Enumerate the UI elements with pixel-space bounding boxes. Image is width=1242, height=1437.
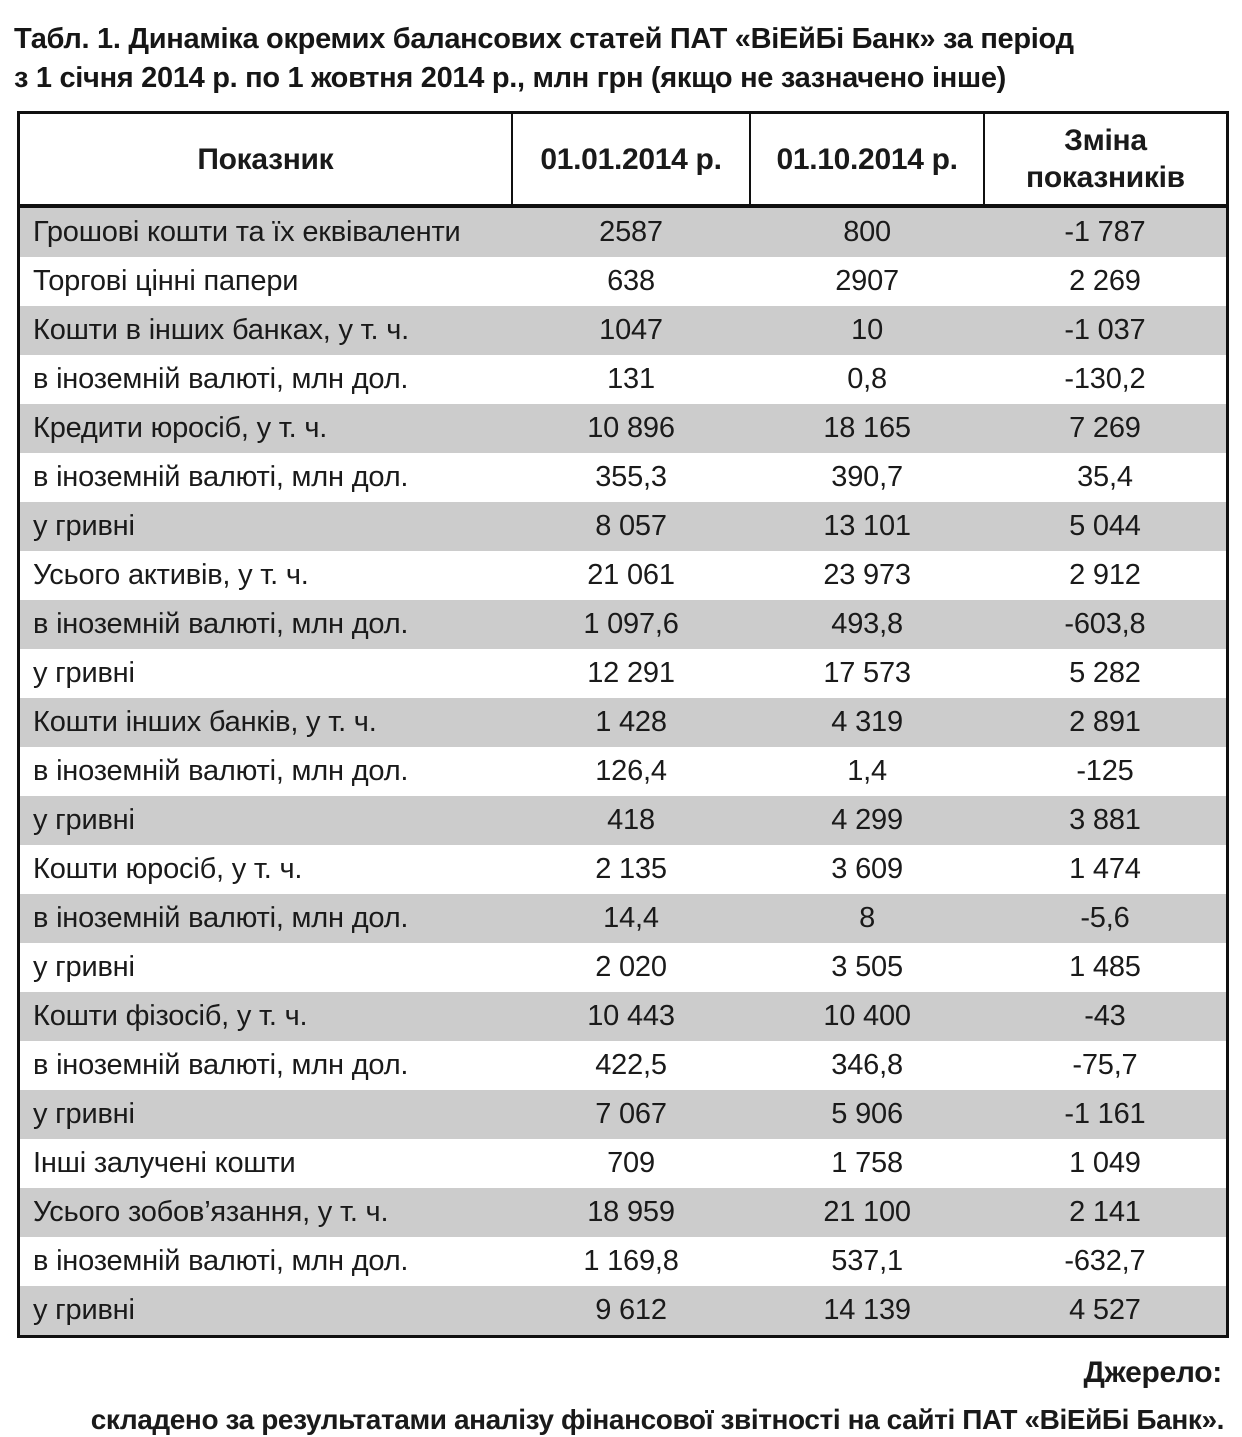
indicator-cell: Кредити юросіб, у т. ч. <box>33 412 328 444</box>
oct-value-cell: 3 609 <box>831 853 903 885</box>
table-row <box>19 894 1228 943</box>
table-row <box>19 943 1228 992</box>
table-row <box>19 306 1228 355</box>
oct-value-cell: 21 100 <box>823 1196 911 1228</box>
table-row <box>19 747 1228 796</box>
indicator-cell: у гривні <box>33 510 135 542</box>
change-value-cell: 1 474 <box>1069 853 1141 885</box>
indicator-cell: Кошти в інших банках, у т. ч. <box>33 314 410 346</box>
oct-value-cell: 17 573 <box>823 657 911 689</box>
change-value-cell: -603,8 <box>1064 608 1146 640</box>
table-title-line2: з 1 січня 2014 р. по 1 жовтня 2014 р., млн грн (якщо не зазначено інше) <box>14 62 1007 94</box>
jan-value-cell: 422,5 <box>595 1049 667 1081</box>
indicator-cell: в іноземній валюті, млн дол. <box>33 1245 409 1277</box>
table-row <box>19 992 1228 1041</box>
change-value-cell: 35,4 <box>1077 461 1133 493</box>
col-header-jan-2014: 01.01.2014 р. <box>512 113 751 207</box>
change-value-cell: 5 044 <box>1069 510 1141 542</box>
jan-value-cell: 126,4 <box>595 755 667 787</box>
change-value-cell: -5,6 <box>1080 902 1130 934</box>
table-row <box>19 796 1228 845</box>
source-text: складено за результатами аналізу фінансової звітності на сайті ПАТ «ВіЕйБі Банк». <box>90 1404 1224 1435</box>
jan-value-cell: 1 428 <box>595 706 667 738</box>
indicator-cell: Грошові кошти та їх еквіваленти <box>33 216 461 248</box>
table-body <box>19 206 1228 1337</box>
table-row <box>19 845 1228 894</box>
table-row <box>19 1041 1228 1090</box>
indicator-cell: в іноземній валюті, млн дол. <box>33 755 409 787</box>
indicator-cell: в іноземній валюті, млн дол. <box>33 608 409 640</box>
change-value-cell: 4 527 <box>1069 1294 1141 1326</box>
oct-value-cell: 493,8 <box>831 608 903 640</box>
indicator-cell: Усього активів, у т. ч. <box>33 559 309 591</box>
jan-value-cell: 1047 <box>599 314 663 346</box>
change-value-cell: -1 037 <box>1064 314 1146 346</box>
oct-value-cell: 13 101 <box>823 510 911 542</box>
oct-value-cell: 18 165 <box>823 412 911 444</box>
table-row <box>19 1237 1228 1286</box>
source-label: Джерело: <box>1083 1356 1222 1389</box>
change-value-cell: 1 049 <box>1069 1147 1141 1179</box>
jan-value-cell: 418 <box>607 804 655 836</box>
indicator-cell: Кошти юросіб, у т. ч. <box>33 853 303 885</box>
jan-value-cell: 2 020 <box>595 951 667 983</box>
change-value-cell: -632,7 <box>1064 1245 1146 1277</box>
jan-value-cell: 355,3 <box>595 461 667 493</box>
table-header <box>19 113 1228 207</box>
jan-value-cell: 21 061 <box>587 559 675 591</box>
oct-value-cell: 346,8 <box>831 1049 903 1081</box>
table-row <box>19 206 1228 257</box>
jan-value-cell: 638 <box>607 265 655 297</box>
change-value-cell: -1 787 <box>1064 216 1146 248</box>
oct-value-cell: 5 906 <box>831 1098 903 1130</box>
indicator-cell: у гривні <box>33 1294 135 1326</box>
table-row <box>19 600 1228 649</box>
oct-value-cell: 800 <box>843 216 891 248</box>
change-value-cell: 7 269 <box>1069 412 1141 444</box>
col-header-change: Зміна показників <box>984 113 1228 207</box>
oct-value-cell: 14 139 <box>823 1294 911 1326</box>
jan-value-cell: 1 097,6 <box>583 608 679 640</box>
jan-value-cell: 14,4 <box>603 902 659 934</box>
jan-value-cell: 7 067 <box>595 1098 667 1130</box>
jan-value-cell: 18 959 <box>587 1196 675 1228</box>
oct-value-cell: 1 758 <box>831 1147 903 1179</box>
indicator-cell: Торгові цінні папери <box>33 265 299 297</box>
col-header-indicator: Показник <box>19 113 512 207</box>
jan-value-cell: 1 169,8 <box>583 1245 679 1277</box>
table-title-line1: Табл. 1. Динаміка окремих балансових статей ПАТ «ВіЕйБі Банк» за період <box>14 23 1074 55</box>
indicator-cell: в іноземній валюті, млн дол. <box>33 363 409 395</box>
change-value-cell: -43 <box>1084 1000 1126 1032</box>
indicator-cell: Кошти інших банків, у т. ч. <box>33 706 377 738</box>
oct-value-cell: 4 299 <box>831 804 903 836</box>
table-row <box>19 257 1228 306</box>
table-row <box>19 453 1228 502</box>
change-value-cell: 5 282 <box>1069 657 1141 689</box>
col-header-oct-2014: 01.10.2014 р. <box>750 113 984 207</box>
change-value-cell: -1 161 <box>1064 1098 1146 1130</box>
table-row <box>19 1286 1228 1337</box>
indicator-cell: Інші залучені кошти <box>33 1147 296 1179</box>
table-row <box>19 1188 1228 1237</box>
oct-value-cell: 537,1 <box>831 1245 903 1277</box>
table-row <box>19 502 1228 551</box>
table-title <box>14 20 1228 98</box>
change-value-cell: 2 141 <box>1069 1196 1141 1228</box>
change-value-cell: -125 <box>1076 755 1134 787</box>
oct-value-cell: 23 973 <box>823 559 911 591</box>
change-value-cell: 2 891 <box>1069 706 1141 738</box>
oct-value-cell: 10 <box>851 314 884 346</box>
indicator-cell: у гривні <box>33 657 135 689</box>
jan-value-cell: 10 443 <box>587 1000 675 1032</box>
table-row <box>19 1139 1228 1188</box>
indicator-cell: у гривні <box>33 951 135 983</box>
change-value-cell: 3 881 <box>1069 804 1141 836</box>
oct-value-cell: 1,4 <box>847 755 887 787</box>
jan-value-cell: 709 <box>607 1147 655 1179</box>
indicator-cell: в іноземній валюті, млн дол. <box>33 902 409 934</box>
oct-value-cell: 390,7 <box>831 461 903 493</box>
indicator-cell: Кошти фізосіб, у т. ч. <box>33 1000 308 1032</box>
table-row <box>19 404 1228 453</box>
jan-value-cell: 12 291 <box>587 657 675 689</box>
change-value-cell: 1 485 <box>1069 951 1141 983</box>
jan-value-cell: 9 612 <box>595 1294 667 1326</box>
indicator-cell: в іноземній валюті, млн дол. <box>33 461 409 493</box>
change-value-cell: -75,7 <box>1072 1049 1138 1081</box>
oct-value-cell: 4 319 <box>831 706 903 738</box>
oct-value-cell: 8 <box>859 902 876 934</box>
table-row <box>19 355 1228 404</box>
indicator-cell: Усього зобов’язання, у т. ч. <box>33 1196 389 1228</box>
table-row <box>19 649 1228 698</box>
indicator-cell: у гривні <box>33 804 135 836</box>
indicator-cell: у гривні <box>33 1098 135 1130</box>
jan-value-cell: 131 <box>607 363 655 395</box>
change-value-cell: -130,2 <box>1064 363 1146 395</box>
oct-value-cell: 2907 <box>835 265 899 297</box>
jan-value-cell: 2587 <box>599 216 663 248</box>
oct-value-cell: 3 505 <box>831 951 903 983</box>
change-value-cell: 2 269 <box>1069 265 1141 297</box>
jan-value-cell: 2 135 <box>595 853 667 885</box>
table-row <box>19 1090 1228 1139</box>
jan-value-cell: 8 057 <box>595 510 667 542</box>
jan-value-cell: 10 896 <box>587 412 675 444</box>
oct-value-cell: 0,8 <box>847 363 887 395</box>
table-row <box>19 698 1228 747</box>
table-row <box>19 551 1228 600</box>
oct-value-cell: 10 400 <box>823 1000 911 1032</box>
change-value-cell: 2 912 <box>1069 559 1141 591</box>
table-header-row <box>19 113 1228 207</box>
indicator-cell: в іноземній валюті, млн дол. <box>33 1049 409 1081</box>
balance-table <box>17 111 1229 1338</box>
